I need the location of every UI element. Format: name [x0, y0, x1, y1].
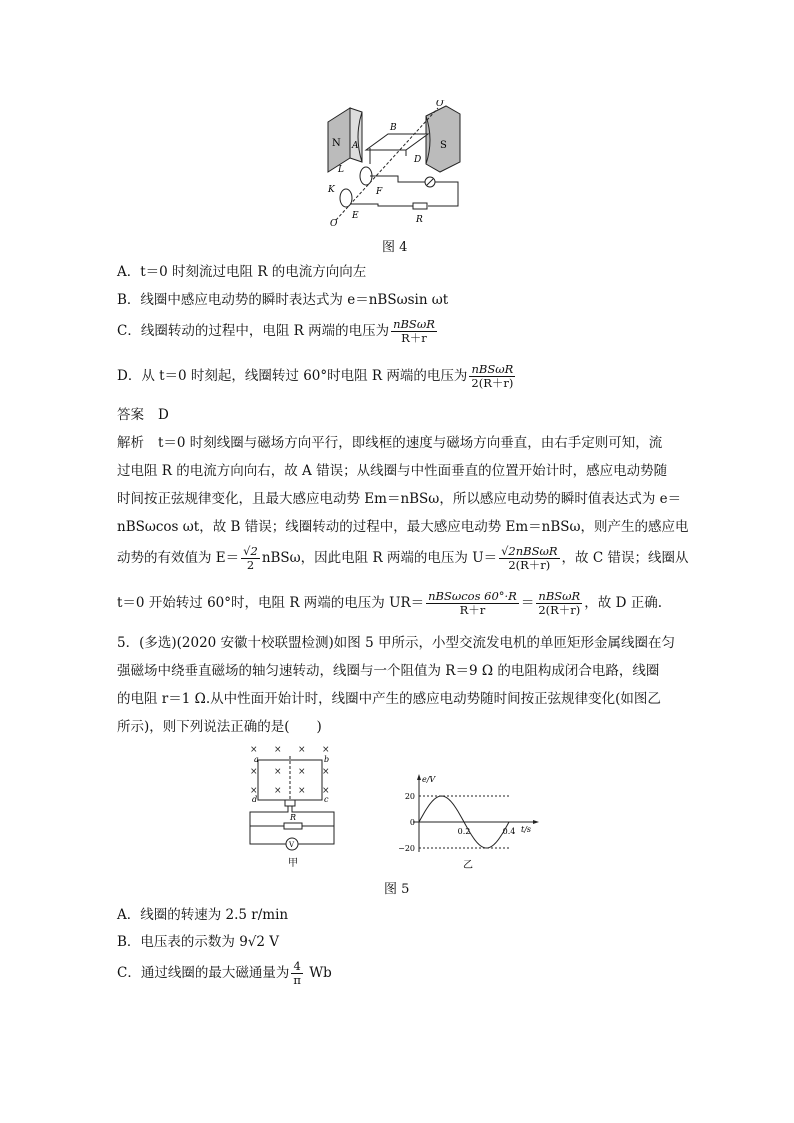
analysis-fraction-u — [499, 545, 559, 572]
cross-mark: × — [274, 786, 282, 796]
cross-mark: × — [322, 745, 330, 755]
label-c: c — [324, 795, 329, 804]
fraction-numerator: nBSωR — [469, 363, 515, 377]
q5-line-2: 强磁场中绕垂直磁场的轴匀速转动，线圈与一个阻值为 R＝9 Ω 的电阻构成闭合电路，线圈 — [117, 663, 660, 679]
cross-mark: × — [298, 767, 306, 777]
analysis-text-5b: nBSω，因此电阻 R 两端的电压为 U＝ — [261, 550, 498, 566]
figure-5-yi-label: 乙 — [463, 860, 473, 871]
x-axis-arrow — [533, 820, 539, 824]
q5-line-3: 的电阻 r＝1 Ω.从中性面开始计时，线圈中产生的感应电动势随时间按正弦规律变化(如图乙 — [117, 691, 661, 707]
analysis-label: 解析 — [117, 435, 144, 451]
fraction-numerator: nBSωR — [536, 590, 582, 604]
q5-line-1: 5．(多选)(2020 安徽十校联盟检测)如图 5 甲所示，小型交流发电机的单匝矩形金属线圈在匀 — [117, 635, 675, 651]
label-a: a — [254, 755, 259, 764]
label-a: A — [352, 141, 359, 151]
cross-mark: × — [250, 786, 258, 796]
q5-option-c-unit: Wb — [309, 965, 332, 981]
label-o: O — [330, 219, 338, 229]
analysis-text-6c: ，故 D 正确. — [584, 595, 662, 611]
y-axis-arrow — [417, 774, 421, 780]
analysis-text-5a: 动势的有效值为 E＝ — [117, 550, 240, 566]
label-n: N — [332, 138, 341, 149]
label-b: b — [324, 755, 330, 764]
analysis-fraction-ur-1 — [426, 590, 519, 617]
q4-option-d — [117, 363, 517, 390]
analysis-text-6a: t＝0 开始转过 60°时，电阻 R 两端的电压为 UR＝ — [117, 595, 425, 611]
y-tick-label: 20 — [404, 792, 415, 801]
label-b: B — [390, 123, 397, 133]
q5-option-a: A．线圈的转速为 2.5 r/min — [117, 907, 289, 923]
x-tick-label: 0.2 — [457, 827, 471, 836]
fraction-denominator: 2(R＋r) — [508, 558, 551, 572]
y-tick-label: 0 — [409, 818, 415, 827]
fraction-denominator: R＋r — [459, 603, 486, 617]
fraction-numerator: nBSωR — [393, 317, 435, 331]
fraction-numerator: √2 — [243, 544, 258, 558]
q5-option-c — [117, 960, 332, 987]
analysis-line-3: 时间按正弦规律变化，且最大感应电动势 Em＝nBSω，所以感应电动势的瞬时值表达式为 e＝ — [117, 491, 682, 507]
y-axis-label: e/V — [422, 775, 436, 784]
answer-value: D — [158, 407, 169, 423]
cross-mark: × — [298, 745, 306, 755]
label-e: E — [352, 211, 359, 221]
cross-mark: × — [322, 786, 330, 796]
analysis-line-2: 过电阻 R 的电流方向向右，故 A 错误；从线圈与中性面垂直的位置开始计时，感应电动势随 — [117, 463, 668, 479]
figure-4-generator-diagram — [318, 100, 468, 230]
analysis-equals: ＝ — [520, 595, 535, 611]
label-k: K — [328, 185, 335, 195]
q4-option-d-fraction — [469, 363, 515, 390]
fraction-denominator: π — [293, 973, 301, 987]
analysis-text-5c: ，故 C 错误；线圈从 — [561, 550, 689, 566]
figure-5-jia-label: 甲 — [288, 858, 298, 869]
q5-option-b: B．电压表的示数为 9√2 V — [117, 934, 280, 950]
q5-line-4: 所示)，则下列说法正确的是( ) — [117, 719, 322, 735]
label-r: R — [416, 215, 423, 225]
voltmeter-icon: V — [289, 841, 295, 849]
answer-line — [117, 406, 169, 424]
y-tick-label: −20 — [398, 844, 415, 853]
figure-4-caption: 图 4 — [382, 240, 408, 255]
figure-5-caption: 图 5 — [384, 882, 410, 897]
label-o-prime: O′ — [436, 100, 446, 109]
answer-label: 答案 — [117, 407, 144, 423]
q4-option-a: A．t＝0 时刻流过电阻 R 的电流方向向左 — [117, 264, 367, 280]
analysis-fraction-ur-2 — [536, 590, 582, 617]
fraction-denominator: R＋r — [401, 331, 427, 345]
label-d: d — [252, 795, 258, 804]
figure-5-yi-chart — [395, 772, 545, 872]
analysis-line-6 — [117, 590, 662, 617]
q4-option-c-text: C．线圈转动的过程中，电阻 R 两端的电压为 — [117, 323, 390, 339]
analysis-line-4: nBSωcos ωt，故 B 错误；线圈转动的过程中，最大感应电动势 Em＝nBSω，则产生的感应电 — [117, 519, 689, 535]
fraction-numerator: nBSωcos 60°·R — [428, 589, 517, 603]
q4-option-b: B．线圈中感应电动势的瞬时表达式为 e＝nBSωsin ωt — [117, 292, 449, 308]
q5-option-c-text: C．通过线圈的最大磁通量为 — [117, 965, 290, 981]
x-tick-label: 0.4 — [502, 827, 516, 836]
analysis-text-1: t＝0 时刻线圈与磁场方向平行，即线框的速度与磁场方向垂直，由右手定则可知，流 — [158, 435, 663, 451]
fraction-denominator: 2(R＋r) — [471, 376, 514, 390]
cross-mark: × — [250, 767, 258, 777]
cross-mark: × — [250, 745, 258, 755]
q5-option-c-fraction — [291, 960, 303, 987]
figure-5-jia-circuit — [244, 740, 344, 875]
analysis-line-1 — [117, 434, 662, 452]
label-f: F — [376, 187, 383, 197]
cross-mark: × — [298, 786, 306, 796]
fraction-numerator: √2nBSωR — [501, 544, 558, 558]
cross-mark: × — [322, 767, 330, 777]
fraction-denominator: 2(R＋r) — [538, 603, 581, 617]
x-axis-label: t/s — [521, 825, 532, 834]
cross-mark: × — [274, 745, 282, 755]
q4-option-c-fraction — [391, 318, 437, 345]
label-l: L — [338, 165, 344, 175]
q4-option-c — [117, 318, 439, 345]
fraction-numerator: 4 — [291, 960, 303, 974]
label-s: S — [440, 140, 447, 151]
label-r: R — [290, 813, 297, 822]
analysis-fraction-e — [241, 545, 260, 572]
cross-mark: × — [274, 767, 282, 777]
q4-option-d-text: D．从 t＝0 时刻起，线圈转过 60°时电阻 R 两端的电压为 — [117, 368, 468, 384]
fraction-denominator: 2 — [246, 558, 255, 572]
analysis-line-5 — [117, 545, 688, 572]
label-d: D — [414, 155, 422, 165]
